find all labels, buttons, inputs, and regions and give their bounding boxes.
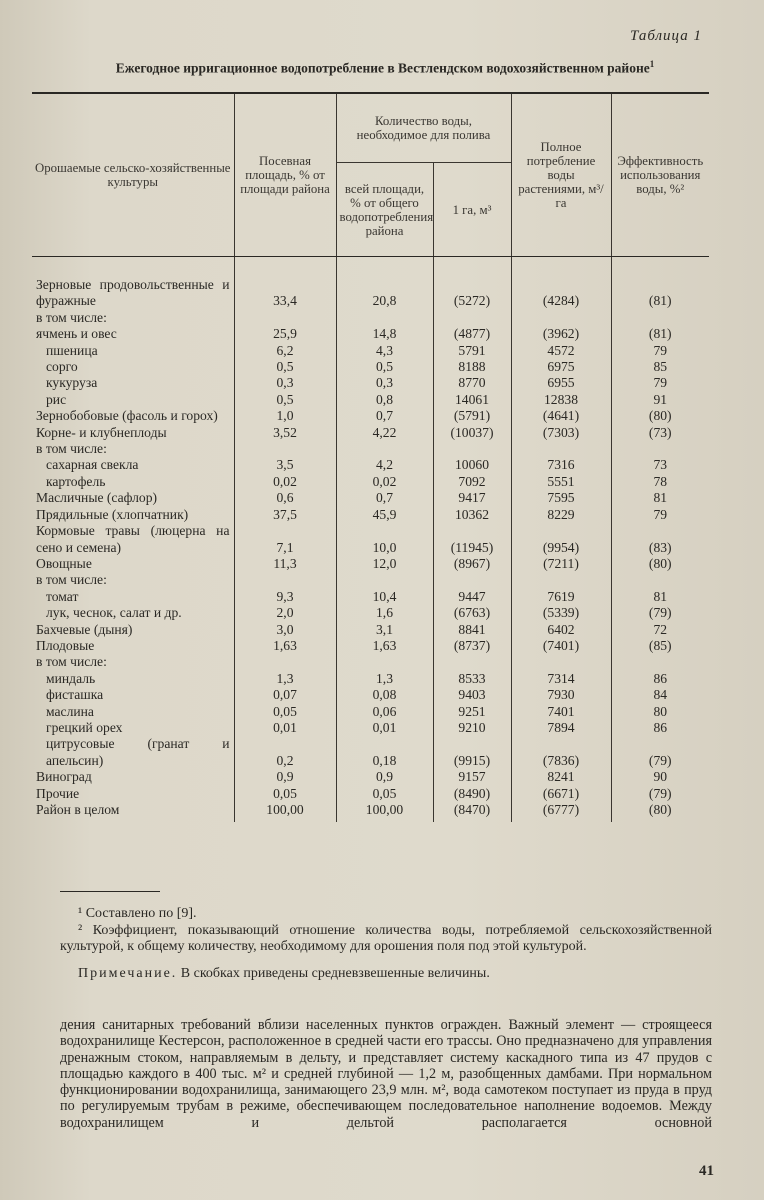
table-row <box>32 392 709 408</box>
crop-name-cell: сахарная свекла <box>46 457 139 473</box>
footnote-1: ¹ Составлено по [9]. <box>78 906 197 921</box>
value-cell-eff: 73 <box>611 457 709 473</box>
crop-name-cell: Бахчевые (дыня) <box>36 621 133 637</box>
note-text: В скобках приведены средневзвешенные величины. <box>180 965 490 981</box>
value-cell-need: 6975 <box>511 359 611 375</box>
value-cell-need <box>511 310 611 326</box>
value-cell-area: 0,9 <box>234 769 336 785</box>
value-cell-share: 0,02 <box>336 474 433 490</box>
value-cell-eff <box>611 441 709 457</box>
value-cell-per-ha: 10060 <box>433 457 511 473</box>
value-cell-share: 0,7 <box>336 408 433 424</box>
table-row <box>32 720 709 736</box>
value-cell-area: 7,1 <box>234 523 336 556</box>
value-cell-eff: (83) <box>611 523 709 556</box>
value-cell-need: 8229 <box>511 507 611 523</box>
value-cell-need: 5551 <box>511 474 611 490</box>
value-cell-per-ha: 9417 <box>433 490 511 506</box>
value-cell-eff: (80) <box>611 556 709 572</box>
crop-name-cell: картофель <box>46 473 106 489</box>
table-row <box>32 441 709 457</box>
table-row <box>32 359 709 375</box>
crop-name-cell: миндаль <box>46 670 96 686</box>
table-label: Таблица 1 <box>630 28 702 44</box>
value-cell-eff: (81) <box>611 326 709 342</box>
value-cell-share: 100,00 <box>336 802 433 822</box>
value-cell-eff: 79 <box>611 343 709 359</box>
table-row <box>32 589 709 605</box>
value-cell-need: 6402 <box>511 622 611 638</box>
value-cell-per-ha: (8737) <box>433 638 511 654</box>
table-row <box>32 654 709 670</box>
crop-name-cell: Масличные (сафлор) <box>36 490 158 506</box>
header-water-share: всей площади, % от общего водопотребления района <box>336 163 433 257</box>
value-cell-share: 0,3 <box>336 375 433 391</box>
table-row <box>32 671 709 687</box>
value-cell-area: 0,05 <box>234 786 336 802</box>
value-cell-per-ha: 9157 <box>433 769 511 785</box>
table-row <box>32 277 709 310</box>
crop-name-cell: цитрусовые (гранат и апельсин) <box>46 736 230 768</box>
value-cell-area: 0,05 <box>234 704 336 720</box>
value-cell-need: 7595 <box>511 490 611 506</box>
crop-name-cell: рис <box>46 391 67 407</box>
value-cell-need: (7401) <box>511 638 611 654</box>
value-cell-area: 0,5 <box>234 359 336 375</box>
table-row <box>32 622 709 638</box>
value-cell-need: 7930 <box>511 687 611 703</box>
footnotes <box>60 906 712 982</box>
crop-name-cell: Корне- и клубнеплоды <box>36 424 167 440</box>
table-row <box>32 375 709 391</box>
value-cell-area: 2,0 <box>234 605 336 621</box>
value-cell-share: 14,8 <box>336 326 433 342</box>
crop-name-cell: Прядильные (хлопчатник) <box>36 506 189 522</box>
value-cell-share: 0,5 <box>336 359 433 375</box>
value-cell-share: 0,08 <box>336 687 433 703</box>
value-cell-area: 1,63 <box>234 638 336 654</box>
crop-name-cell: Зерновые продовольственные и фуражные <box>36 277 230 309</box>
value-cell-eff <box>611 572 709 588</box>
value-cell-area: 3,0 <box>234 622 336 638</box>
value-cell-need: 7316 <box>511 457 611 473</box>
value-cell-share <box>336 572 433 588</box>
value-cell-per-ha: (4877) <box>433 326 511 342</box>
value-cell-eff: 86 <box>611 671 709 687</box>
body-paragraph: дения санитарных требований вблизи населенных пунктов огражден. Важный элемент — строящееся водохранилище Кестерсон, расположенное в средней части его трассы. Оно предназначено для управления дренажным стоком, направляемым в дельту, и представляет систему каскадного типа из 47 прудов с площадью каждого в 400 тыс. м² и средней глубиной — 1,2 м, разобщенных дамбами. При нормальном функционировании водохранилища, занимающего 23,9 млн. м², вода самотеком поступает из пруда в пруд по регулируемым трубам в режиме, обеспечивающем последовательное наполнение водоемов. Между водохранилищем и дельтой располагается основной <box>60 1017 712 1131</box>
value-cell-share: 10,4 <box>336 589 433 605</box>
value-cell-need: 8241 <box>511 769 611 785</box>
value-cell-area: 33,4 <box>234 277 336 310</box>
table-row <box>32 474 709 490</box>
value-cell-area: 9,3 <box>234 589 336 605</box>
table-row <box>32 523 709 556</box>
value-cell-eff: 90 <box>611 769 709 785</box>
value-cell-need: 7619 <box>511 589 611 605</box>
value-cell-per-ha: 9447 <box>433 589 511 605</box>
value-cell-area: 0,3 <box>234 375 336 391</box>
value-cell-need: (4641) <box>511 408 611 424</box>
value-cell-per-ha: (9915) <box>433 736 511 769</box>
value-cell-area: 1,0 <box>234 408 336 424</box>
crop-name-cell: лук, чеснок, салат и др. <box>46 605 182 621</box>
value-cell-need: (6671) <box>511 786 611 802</box>
value-cell-need: (7303) <box>511 425 611 441</box>
table-row <box>32 457 709 473</box>
crop-name-cell: Виноград <box>36 769 92 785</box>
table-row <box>32 490 709 506</box>
value-cell-per-ha: (10037) <box>433 425 511 441</box>
value-cell-per-ha: 9251 <box>433 704 511 720</box>
value-cell-eff: (85) <box>611 638 709 654</box>
value-cell-per-ha: (8490) <box>433 786 511 802</box>
value-cell-eff: 91 <box>611 392 709 408</box>
table-row <box>32 786 709 802</box>
value-cell-eff <box>611 654 709 670</box>
value-cell-share: 0,7 <box>336 490 433 506</box>
value-cell-per-ha: (8470) <box>433 802 511 822</box>
value-cell-need: (3962) <box>511 326 611 342</box>
crop-name-cell: сорго <box>46 359 78 375</box>
value-cell-eff: 81 <box>611 589 709 605</box>
value-cell-eff: 78 <box>611 474 709 490</box>
value-cell-need: (6777) <box>511 802 611 822</box>
table-row <box>32 572 709 588</box>
table-row <box>32 605 709 621</box>
table-title: Ежегодное ирригационное водопотребление в Вестлендском водохозяйственном районе$^1$ <box>115 59 655 76</box>
page-number: 41 <box>699 1163 714 1179</box>
value-cell-eff <box>611 310 709 326</box>
table-row <box>32 507 709 523</box>
header-efficiency: Эффективность использования воды, %² <box>611 93 709 257</box>
value-cell-per-ha <box>433 654 511 670</box>
value-cell-area <box>234 572 336 588</box>
value-cell-need: 12838 <box>511 392 611 408</box>
value-cell-area: 3,5 <box>234 457 336 473</box>
crop-name-cell: в том числе: <box>36 309 107 325</box>
value-cell-share: 45,9 <box>336 507 433 523</box>
crop-name-cell: в том числе: <box>36 441 107 457</box>
value-cell-per-ha: 8770 <box>433 375 511 391</box>
crop-name-cell: пшеница <box>46 342 98 358</box>
value-cell-share: 4,3 <box>336 343 433 359</box>
table-row <box>32 687 709 703</box>
value-cell-eff: (80) <box>611 408 709 424</box>
value-cell-share: 1,63 <box>336 638 433 654</box>
value-cell-area: 3,52 <box>234 425 336 441</box>
value-cell-share: 0,9 <box>336 769 433 785</box>
crop-name-cell: томат <box>46 588 79 604</box>
value-cell-area: 0,07 <box>234 687 336 703</box>
value-cell-area: 0,2 <box>234 736 336 769</box>
value-cell-area <box>234 654 336 670</box>
value-cell-share: 0,18 <box>336 736 433 769</box>
table-row <box>32 556 709 572</box>
footnote-2: ² Коэффициент, показывающий отношение количества воды, потребляемой сельскохозяйственной культурой, к общему количеству, необходимому для орошения поля под этой культурой. <box>60 922 712 954</box>
value-cell-share: 1,6 <box>336 605 433 621</box>
table-row <box>32 769 709 785</box>
table-row <box>32 802 709 822</box>
crop-name-cell: Кормовые травы (люцерна на сено и семена) <box>36 523 230 555</box>
value-cell-eff: 86 <box>611 720 709 736</box>
value-cell-eff: 84 <box>611 687 709 703</box>
value-cell-eff: (80) <box>611 802 709 822</box>
value-cell-per-ha: (8967) <box>433 556 511 572</box>
table-row <box>32 425 709 441</box>
value-cell-area: 37,5 <box>234 507 336 523</box>
value-cell-share: 0,8 <box>336 392 433 408</box>
value-cell-per-ha: 8533 <box>433 671 511 687</box>
value-cell-need: (9954) <box>511 523 611 556</box>
header-water-per-ha: 1 га, м³ <box>433 163 511 257</box>
table-row <box>32 638 709 654</box>
value-cell-need: 7401 <box>511 704 611 720</box>
value-cell-share: 12,0 <box>336 556 433 572</box>
crop-name-cell: Овощные <box>36 555 92 571</box>
value-cell-need: (7211) <box>511 556 611 572</box>
title-footnote-mark: 1 <box>649 59 655 69</box>
value-cell-area: 0,02 <box>234 474 336 490</box>
value-cell-eff: (79) <box>611 786 709 802</box>
table-row <box>32 343 709 359</box>
table-row <box>32 408 709 424</box>
value-cell-per-ha: 9403 <box>433 687 511 703</box>
value-cell-per-ha: (11945) <box>433 523 511 556</box>
value-cell-need: 4572 <box>511 343 611 359</box>
value-cell-area <box>234 310 336 326</box>
crop-name-cell: Плодовые <box>36 637 95 653</box>
value-cell-per-ha: 7092 <box>433 474 511 490</box>
crop-name-cell: фисташка <box>46 687 104 703</box>
value-cell-need: (5339) <box>511 605 611 621</box>
value-cell-area: 0,01 <box>234 720 336 736</box>
value-cell-share: 3,1 <box>336 622 433 638</box>
value-cell-per-ha: 8188 <box>433 359 511 375</box>
value-cell-share <box>336 654 433 670</box>
crop-name-cell: маслина <box>46 703 94 719</box>
value-cell-eff: (81) <box>611 277 709 310</box>
value-cell-per-ha <box>433 441 511 457</box>
value-cell-share: 0,05 <box>336 786 433 802</box>
table-spacer <box>32 257 709 278</box>
value-cell-eff: 79 <box>611 375 709 391</box>
value-cell-eff: (79) <box>611 736 709 769</box>
value-cell-area <box>234 441 336 457</box>
value-cell-per-ha: 14061 <box>433 392 511 408</box>
note-label: Примечание. <box>78 965 178 981</box>
value-cell-need <box>511 654 611 670</box>
value-cell-share: 20,8 <box>336 277 433 310</box>
value-cell-share <box>336 310 433 326</box>
value-cell-per-ha: (5791) <box>433 408 511 424</box>
crop-name-cell: грецкий орех <box>46 719 123 735</box>
value-cell-area: 6,2 <box>234 343 336 359</box>
crop-name-cell: кукуруза <box>46 375 98 391</box>
value-cell-need: (4284) <box>511 277 611 310</box>
value-cell-need: (7836) <box>511 736 611 769</box>
value-cell-per-ha: (5272) <box>433 277 511 310</box>
value-cell-need: 7314 <box>511 671 611 687</box>
crop-name-cell: Зернобобовые (фасоль и горох) <box>36 408 218 424</box>
value-cell-per-ha: (6763) <box>433 605 511 621</box>
value-cell-eff: 80 <box>611 704 709 720</box>
crop-name-cell: Прочие <box>36 785 80 801</box>
value-cell-eff: (73) <box>611 425 709 441</box>
table-note <box>60 966 712 983</box>
value-cell-area: 0,5 <box>234 392 336 408</box>
table-row <box>32 736 709 769</box>
value-cell-eff: 72 <box>611 622 709 638</box>
table-row <box>32 326 709 342</box>
crop-name-cell: Район в целом <box>36 802 120 817</box>
value-cell-share: 1,3 <box>336 671 433 687</box>
header-water-group: Количество воды, необходимое для полива <box>336 93 511 163</box>
value-cell-share <box>336 441 433 457</box>
value-cell-need: 7894 <box>511 720 611 736</box>
value-cell-per-ha: 10362 <box>433 507 511 523</box>
irrigation-table <box>32 92 709 822</box>
value-cell-per-ha <box>433 310 511 326</box>
footnote-rule <box>60 891 160 892</box>
value-cell-area: 25,9 <box>234 326 336 342</box>
value-cell-share: 10,0 <box>336 523 433 556</box>
value-cell-share: 0,06 <box>336 704 433 720</box>
value-cell-need: 6955 <box>511 375 611 391</box>
table-body <box>32 257 709 823</box>
value-cell-area: 11,3 <box>234 556 336 572</box>
value-cell-per-ha: 8841 <box>433 622 511 638</box>
value-cell-share: 4,2 <box>336 457 433 473</box>
value-cell-per-ha: 9210 <box>433 720 511 736</box>
value-cell-area: 100,00 <box>234 802 336 822</box>
crop-name-cell: в том числе: <box>36 654 107 670</box>
value-cell-share: 4,22 <box>336 425 433 441</box>
header-area: Посевная площадь, % от площади района <box>234 93 336 257</box>
value-cell-per-ha <box>433 572 511 588</box>
value-cell-eff: 81 <box>611 490 709 506</box>
value-cell-area: 0,6 <box>234 490 336 506</box>
table-row <box>32 310 709 326</box>
header-total-need: Полное потребление воды растениями, м³/га <box>511 93 611 257</box>
crop-name-cell: в том числе: <box>36 572 107 588</box>
value-cell-per-ha: 5791 <box>433 343 511 359</box>
crop-name-cell: ячмень и овес <box>36 326 117 342</box>
value-cell-share: 0,01 <box>336 720 433 736</box>
table-row <box>32 704 709 720</box>
value-cell-area: 1,3 <box>234 671 336 687</box>
header-crop: Орошаемые сельско-хозяйственные культуры <box>32 93 234 257</box>
value-cell-eff: 79 <box>611 507 709 523</box>
value-cell-eff: 85 <box>611 359 709 375</box>
value-cell-need <box>511 441 611 457</box>
value-cell-need <box>511 572 611 588</box>
value-cell-eff: (79) <box>611 605 709 621</box>
